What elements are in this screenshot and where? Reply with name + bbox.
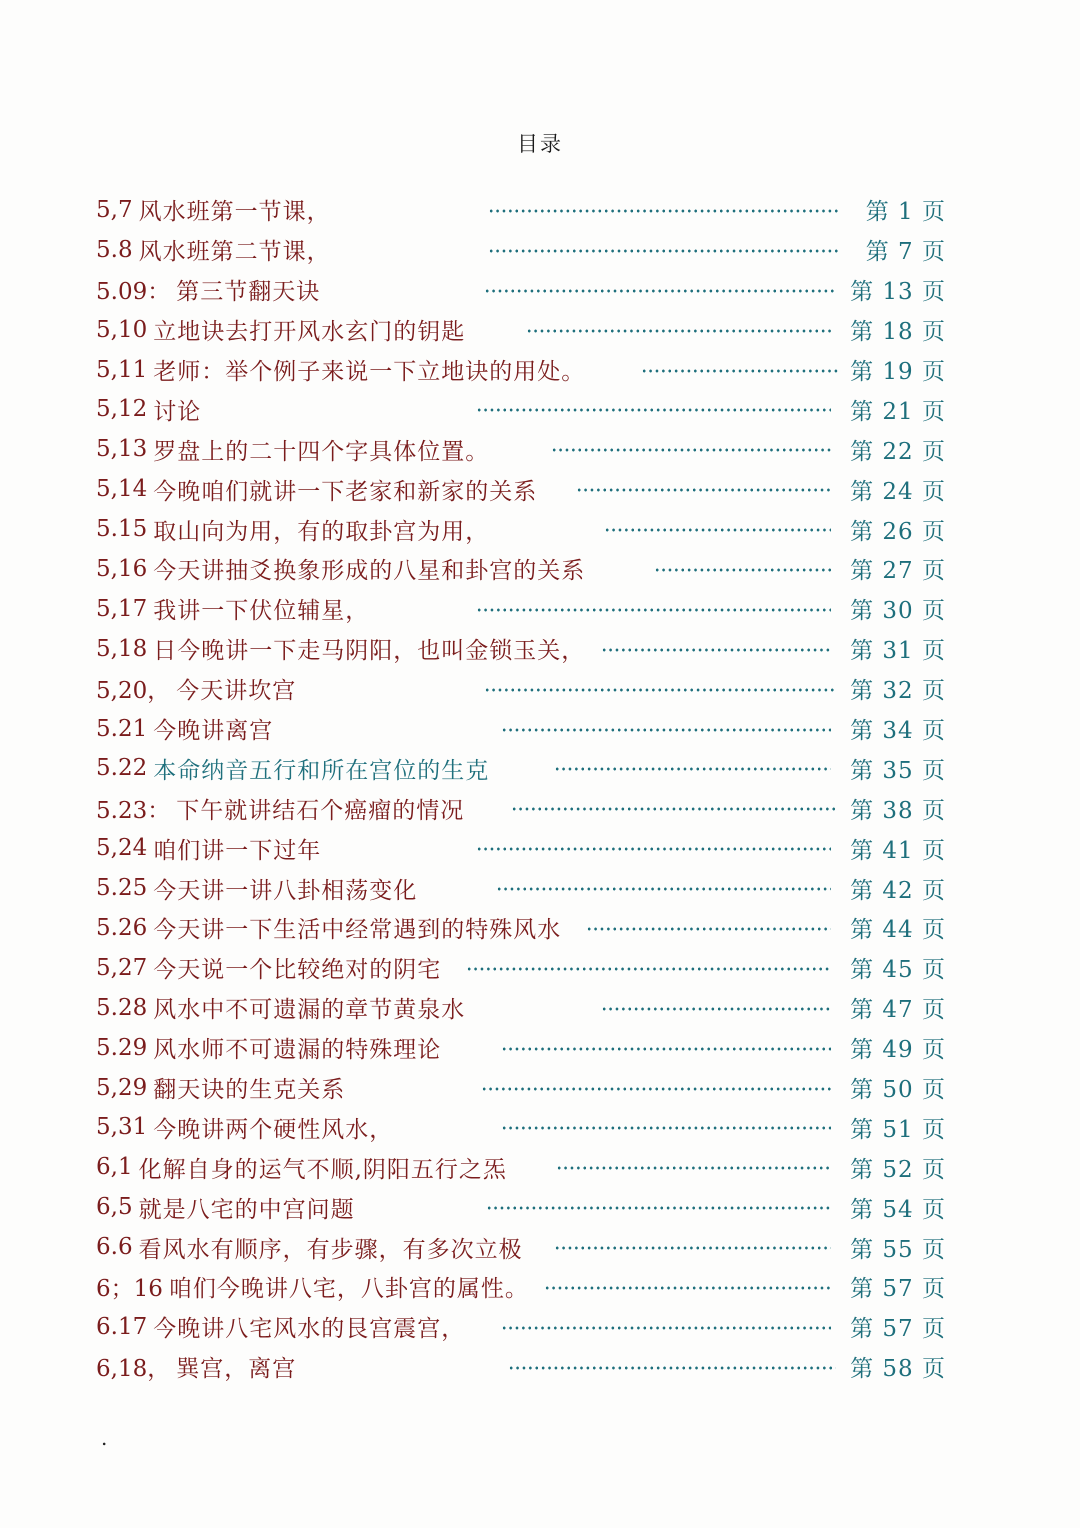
toc-list <box>96 190 946 1387</box>
toc-page-number: 第 24 页 <box>850 478 946 505</box>
toc-page-number: 第 34 页 <box>850 718 946 745</box>
toc-entry <box>96 788 946 828</box>
toc-entry-title: 立地诀去打开风水玄门的钥匙 <box>153 319 466 346</box>
toc-entry <box>96 1347 946 1387</box>
toc-entry <box>96 1107 946 1147</box>
toc-entry-title: 就是八宅的中宫问题 <box>138 1196 355 1223</box>
toc-page-number: 第 22 页 <box>850 438 946 465</box>
toc-entry-number: 5.23： <box>96 797 171 824</box>
toc-entry <box>96 1147 946 1187</box>
toc-dot-leader <box>556 1166 831 1170</box>
toc-dot-leader <box>601 648 831 652</box>
toc-entry-title: 讨论 <box>153 398 202 425</box>
toc-entry-number: 5,7 <box>96 196 133 223</box>
toc-entry <box>96 230 946 270</box>
toc-entry <box>96 549 946 589</box>
toc-dot-leader <box>481 1087 831 1091</box>
toc-dot-leader <box>501 1326 831 1330</box>
toc-entry-number: 5,27 <box>96 954 148 981</box>
toc-dot-leader <box>484 289 836 293</box>
toc-entry-number: 6；16 <box>96 1276 163 1303</box>
toc-entry-title: 老师：举个例子来说一下立地诀的用处。 <box>153 359 586 385</box>
toc-dot-leader <box>586 927 831 931</box>
toc-page-number: 第 18 页 <box>850 319 946 346</box>
toc-entry-title: 今晚讲八宅风水的艮宫震宫， <box>153 1316 466 1343</box>
toc-entry-title: 今天讲坎宫 <box>176 678 297 705</box>
toc-entry <box>96 748 946 788</box>
toc-entry-number: 5.29 <box>96 1034 148 1061</box>
toc-entry-number: 5,12 <box>96 396 148 423</box>
toc-entry <box>96 310 946 350</box>
toc-entry-title: 今天讲一讲八卦相荡变化 <box>153 877 418 904</box>
toc-page-number: 第 35 页 <box>850 757 946 784</box>
toc-dot-leader <box>576 488 831 492</box>
toc-entry <box>96 1307 946 1347</box>
toc-entry <box>96 270 946 310</box>
toc-entry-title: 风水班第一节课， <box>138 199 331 226</box>
toc-entry-number: 5,31 <box>96 1114 148 1141</box>
toc-page-number: 第 58 页 <box>850 1356 946 1383</box>
toc-entry-title: 看风水有顺序，有步骤，有多次立极 <box>138 1236 523 1263</box>
toc-entry <box>96 988 946 1028</box>
trailing-mark: . <box>101 1426 108 1450</box>
toc-page-number: 第 41 页 <box>850 837 946 864</box>
toc-entry-title: 翻天诀的生克关系 <box>153 1077 346 1104</box>
toc-entry-number: 5,18 <box>96 635 148 662</box>
toc-entry-title: 今晚讲两个硬性风水， <box>153 1116 394 1143</box>
toc-page-number: 第 49 页 <box>850 1037 946 1064</box>
toc-entry-title: 风水师不可遗漏的特殊理论 <box>153 1037 442 1064</box>
toc-entry-number: 5,10 <box>96 316 148 343</box>
toc-entry-title: 取山向为用，有的取卦宫为用， <box>153 518 490 545</box>
toc-entry-number: 5,24 <box>96 835 148 862</box>
toc-page-number: 第 54 页 <box>850 1196 946 1223</box>
toc-dot-leader <box>501 728 831 732</box>
toc-dot-leader <box>476 408 831 412</box>
toc-entry-number: 5,29 <box>96 1074 148 1101</box>
toc-page-number: 第 30 页 <box>850 598 946 625</box>
toc-dot-leader <box>466 967 831 971</box>
toc-page-number: 第 44 页 <box>850 917 946 944</box>
toc-entry <box>96 190 946 230</box>
toc-entry <box>96 1028 946 1068</box>
toc-page-number: 第 52 页 <box>850 1156 946 1183</box>
toc-entry-number: 6.6 <box>96 1234 133 1261</box>
toc-dot-leader <box>654 568 831 572</box>
toc-entry-number: 6,1 <box>96 1154 133 1181</box>
toc-dot-leader <box>511 807 836 811</box>
toc-entry <box>96 389 946 429</box>
toc-dot-leader <box>488 249 841 253</box>
toc-dot-leader <box>544 1286 831 1290</box>
toc-entry-number: 5,20， <box>96 678 171 705</box>
toc-dot-leader <box>496 887 831 891</box>
toc-page-number: 第 1 页 <box>865 199 946 226</box>
toc-entry-number: 5,13 <box>96 436 148 463</box>
toc-page-number: 第 27 页 <box>850 558 946 585</box>
toc-entry <box>96 709 946 749</box>
toc-entry-title: 今天说一个比较绝对的阴宅 <box>153 957 442 984</box>
toc-entry-title: 今天讲一下生活中经常遇到的特殊风水 <box>153 917 562 944</box>
toc-entry-title: 化解自身的运气不顺,阴阳五行之炁 <box>138 1156 507 1183</box>
toc-entry <box>96 1068 946 1108</box>
toc-entry-title: 日今晚讲一下走马阴阳，也叫金锁玉关， <box>153 638 586 665</box>
toc-page-number: 第 21 页 <box>850 398 946 425</box>
toc-page-number: 第 57 页 <box>850 1316 946 1343</box>
toc-entry <box>96 669 946 709</box>
toc-page-number: 第 45 页 <box>850 957 946 984</box>
toc-dot-leader <box>476 847 831 851</box>
toc-entry-title: 今晚咱们就讲一下老家和新家的关系 <box>153 478 538 505</box>
toc-page-number: 第 47 页 <box>850 997 946 1024</box>
toc-entry-number: 5.28 <box>96 994 148 1021</box>
toc-page-number: 第 38 页 <box>850 797 946 824</box>
toc-dot-leader <box>501 1047 831 1051</box>
toc-dot-leader <box>554 1246 831 1250</box>
toc-title: 目录 <box>517 132 563 156</box>
toc-entry-number: 5,16 <box>96 555 148 582</box>
toc-entry-title: 罗盘上的二十四个字具体位置。 <box>153 438 490 465</box>
toc-entry-number: 6,5 <box>96 1194 133 1221</box>
toc-entry-number: 6,18， <box>96 1356 171 1383</box>
toc-dot-leader <box>601 1007 831 1011</box>
toc-entry <box>96 1187 946 1227</box>
toc-dot-leader <box>551 448 831 452</box>
toc-entry <box>96 948 946 988</box>
toc-page-number: 第 32 页 <box>850 678 946 705</box>
toc-entry-number: 5,17 <box>96 595 148 622</box>
toc-dot-leader <box>508 1366 836 1370</box>
toc-page-number: 第 31 页 <box>850 638 946 665</box>
toc-page-number: 第 42 页 <box>850 877 946 904</box>
toc-entry-title: 今天讲抽爻换象形成的八星和卦宫的关系 <box>153 558 586 585</box>
toc-dot-leader <box>604 528 831 532</box>
toc-entry <box>96 1227 946 1267</box>
toc-entry <box>96 589 946 629</box>
toc-entry-title: 本命纳音五行和所在宫位的生克 <box>153 757 490 784</box>
toc-entry-number: 5.15 <box>96 516 148 543</box>
toc-entry <box>96 429 946 469</box>
toc-entry-number: 5.25 <box>96 875 148 902</box>
toc-entry-number: 5.26 <box>96 914 148 941</box>
toc-entry-title: 今晚讲离宫 <box>153 718 274 745</box>
toc-entry-number: 5.21 <box>96 715 148 742</box>
toc-page-number: 第 7 页 <box>865 239 946 266</box>
toc-dot-leader <box>488 209 841 213</box>
toc-entry <box>96 1267 946 1307</box>
toc-entry-title: 咱们讲一下过年 <box>153 837 322 864</box>
toc-entry-title: 下午就讲结石个癌瘤的情况 <box>176 797 465 824</box>
toc-page-number: 第 50 页 <box>850 1077 946 1104</box>
toc-entry-number: 5.22 <box>96 755 148 782</box>
toc-entry-title: 风水班第二节课， <box>138 239 331 266</box>
toc-entry-title: 第三节翻天诀 <box>176 279 321 306</box>
toc-dot-leader <box>486 1206 831 1210</box>
toc-page-number: 第 26 页 <box>850 518 946 545</box>
toc-entry <box>96 469 946 509</box>
toc-page-number: 第 55 页 <box>850 1236 946 1263</box>
toc-entry <box>96 350 946 390</box>
toc-entry <box>96 868 946 908</box>
toc-page-number: 第 19 页 <box>850 359 946 385</box>
toc-entry-number: 5.8 <box>96 236 133 263</box>
toc-entry <box>96 908 946 948</box>
toc-dot-leader <box>484 688 836 692</box>
toc-entry <box>96 509 946 549</box>
toc-entry-title: 风水中不可遗漏的章节黄泉水 <box>153 997 466 1024</box>
toc-dot-leader <box>526 329 831 333</box>
toc-entry-title: 巽宫，离宫 <box>176 1356 297 1383</box>
toc-entry-number: 6.17 <box>96 1313 148 1340</box>
toc-entry <box>96 629 946 669</box>
toc-dot-leader <box>554 767 831 771</box>
toc-entry-number: 5,14 <box>96 476 148 503</box>
toc-page-number: 第 57 页 <box>850 1276 946 1303</box>
toc-page-number: 第 13 页 <box>850 279 946 306</box>
toc-entry-number: 5.09： <box>96 279 171 306</box>
toc-entry-title: 我讲一下伏位辅星， <box>153 598 370 625</box>
toc-dot-leader <box>476 608 831 612</box>
toc-page-number: 第 51 页 <box>850 1116 946 1143</box>
toc-entry <box>96 828 946 868</box>
toc-entry-title: 咱们今晚讲八宅，八卦宫的属性。 <box>168 1276 529 1303</box>
toc-entry-number: 5,11 <box>96 356 148 383</box>
toc-dot-leader <box>501 1126 831 1130</box>
toc-dot-leader <box>641 369 841 373</box>
